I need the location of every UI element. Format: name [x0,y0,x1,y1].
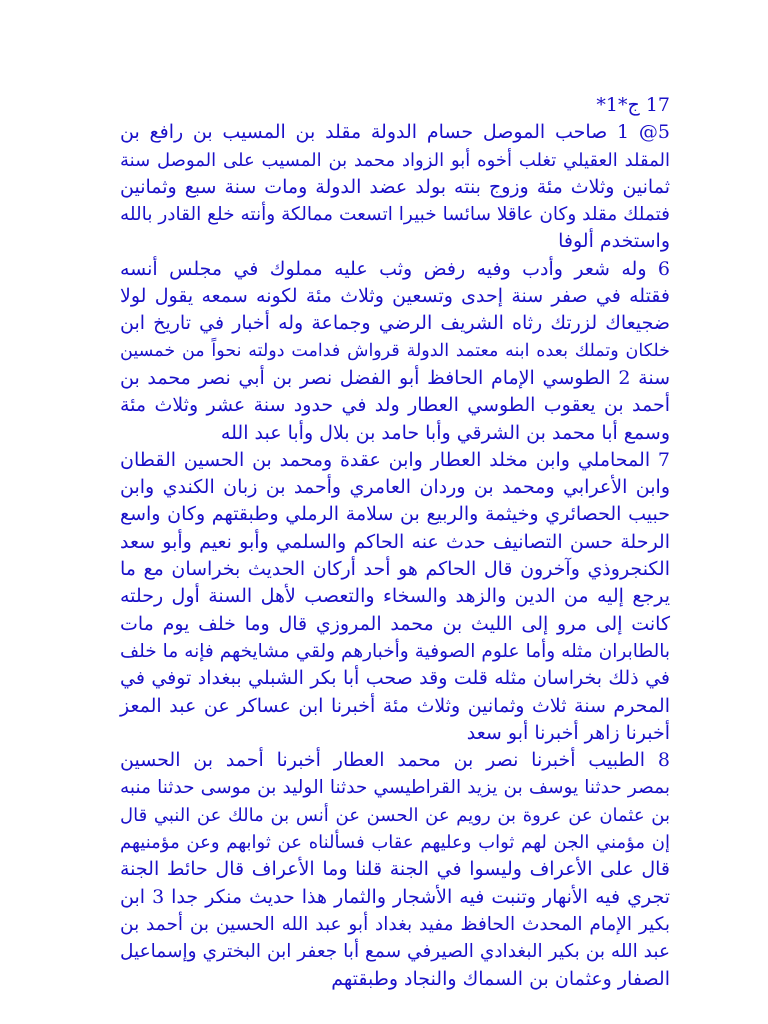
text-line: واستخدم ألوفا [558,230,670,253]
text-line: فتملك مقلد وكان عاقلا سائسا خبيرا اتسعت ممالكة وأنته خلع القادر بالله [120,204,670,226]
document-page [120,92,670,993]
text-line: ثمانين وثلاث مئة وزوج بنته بولد عضد الدولة ومات سنة سبع وثمانين [120,175,670,198]
text-line: يرجع إليه من الدين والزهد والسخاء والتعصب لأهل السنة أول رحلته [120,585,670,608]
text-line: الكنجروذي وآخرون قال الحاكم هو أحد أركان الحديث بخراسان مع ما [120,558,670,581]
text-line: خلكان وتملك بعده ابنه معتمد الدولة قرواش فدامت دولته نحواً من خمسين [120,340,670,361]
text-line: 7 المحاملي وابن مخلد العطار وابن عقدة ومحمد بن الحسين القطان [120,448,670,471]
text-line: عبد الله بن بكير البغدادي الصيرفي سمع أبا جعفر ابن البختري وإسماعيل [120,941,670,963]
text-line: الرحلة حسن التصانيف حدث عنه الحاكم والسلمي وأبو نعيم وأبو سعد [120,530,670,553]
text-line: بالطابران مثله وأما علوم الصوفية وأخبارهم ولقي مشايخهم فإنه ما خلف [120,640,670,662]
text-line: تجري فيه الأنهار وتنبت فيه الأشجار والثمار هذا حديث منكر جدا 3 ابن [120,885,670,908]
text-line: بكير الإمام المحدث الحافظ مفيد بغداد أبو عبد الله الحسين بن أحمد بن [120,913,670,935]
text-line: 6 وله شعر وأدب وفيه رفض وثب عليه مملوك في مجلس أنسه [120,257,670,280]
text-line: بن عثمان عن عروة بن رويم عن الحسن عن أنس بن مالك عن النبي قال [120,804,670,826]
text-line: وسمع أبا محمد بن الشرقي وأبا حامد بن بلال وأبا عبد الله [220,421,670,444]
text-line: فقتله في صفر سنة إحدى وتسعين وثلاث مئة لكونه سمعه يقول لولا [120,285,670,308]
text-line: سنة 2 الطوسي الإمام الحافظ أبو الفضل نصر بن أبي نصر محمد بن [120,366,670,389]
text-line: بمصر حدثنا يوسف بن يزيد القراطيسي حدثنا الوليد بن موسى حدثنا منبه [120,777,670,799]
text-line: المحرم سنة ثلاث وثمانين وثلاث مئة أخبرنا ابن عساكر عن عبد المعز [120,694,670,717]
text-line: المقلد العقيلي تغلب أخوه أبو الزواد محمد بن المسيب على الموصل سنة [120,149,670,171]
text-line: أخبرنا زاهر أخبرنا أبو سعد [466,721,670,744]
text-line: 5@ 1 صاحب الموصل حسام الدولة مقلد بن المسيب بن رافع بن [120,121,670,144]
text-line: ضجيعاك لزرتك رثاه الشريف الرضي وجماعة وله أخبار في تاريخ ابن [120,312,670,335]
text-line: قال على الأعراف وليسوا في الجنة قلنا وما الأعراف قال حائط الجنة [120,858,670,881]
text-line: إن مؤمني الجن لهم ثواب وعليهم عقاب فسألناه عن ثوابهم وعن مؤمنيهم [120,832,670,854]
text-line: كانت إلى مرو إلى الليث بن محمد المروزي قال وما خلف يوم مات [120,612,670,635]
page-header: 17 ج*1* [596,94,670,116]
text-line: الصفار وعثمان بن السماك والنجاد وطبقتهم [331,967,670,990]
text-line: 8 الطبيب أخبرنا نصر بن محمد العطار أخبرنا أحمد بن الحسين [120,749,670,772]
text-line: حبيب الحصائري وخيثمة والربيع بن سلامة الرملي وطبقتهم وكان واسع [120,503,670,526]
text-line: في ذلك بخراسان مثله قلت وقد صحب أبا بكر الشبلي ببغداد توفي في [120,667,670,690]
text-line: وابن الأعرابي ومحمد بن وردان العامري وأحمد بن زبان الكندي وابن [120,476,670,499]
text-line: أحمد بن يعقوب الطوسي العطار ولد في حدود سنة عشر وثلاث مئة [120,394,670,417]
